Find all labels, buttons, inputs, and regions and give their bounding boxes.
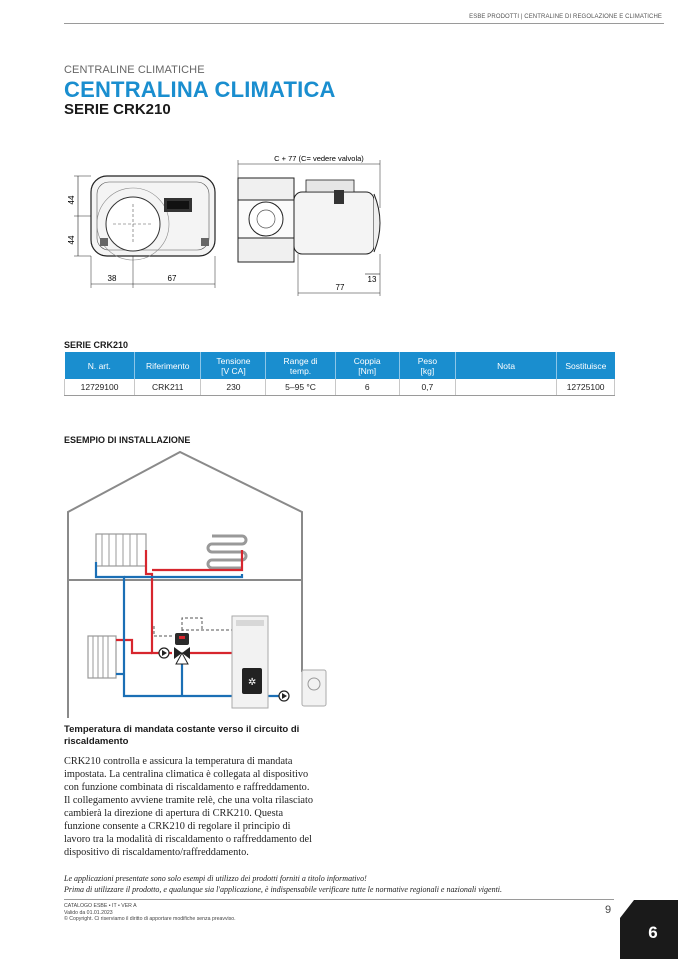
upper-radiator [96,534,146,566]
lower-radiator [88,636,116,678]
col-header-label: Coppia [Nm] [353,355,381,376]
heat-pump-unit [232,616,268,708]
col-header-label: Sostituisce [565,360,607,371]
page-title: CENTRALINA CLIMATICA [64,77,336,102]
table-cell: 5–95 °C [266,379,335,396]
mixing-valve [159,633,190,664]
col-header-replaces [557,352,615,379]
installation-diagram [62,450,344,720]
svg-text:✲: ✲ [248,677,257,688]
col-header-label: Tensione [V CA] [216,355,251,376]
col-header-label: Range di temp. [283,355,318,376]
body-line: cambierà la direzione di apertura di CRK210. Questa [64,808,284,819]
body-line: dispositivo di riscaldamento/raffreddamento. [64,847,249,858]
body-line: funzione consente a CRK210 di regolare il principio di [64,821,291,832]
installation-caption: Temperatura di mandata costante verso il circuito di riscaldamento [64,724,300,747]
outdoor-unit [302,670,326,706]
table-title: SERIE CRK210 [64,340,129,350]
body-line: Il collegamento avviene tramite relè, che una volta rilasciato [64,795,314,806]
table-row [65,379,615,396]
dim-67: 67 [167,274,177,283]
footer-info [64,903,236,923]
dim-44-bottom: 44 [67,235,76,245]
footer-line: Valido da 01.01.2023 [64,909,113,916]
table-cell: CRK211 [135,379,201,396]
upper-coil [208,536,246,568]
footer-line: CATALOGO ESBE • IT • VER A [64,903,137,909]
col-header-torque [335,352,399,379]
installation-body [64,755,364,859]
control-wires [154,618,232,636]
col-header-label: N. art. [87,360,111,371]
dim-c77: C + 77 (C= vedere valvola) [274,154,364,163]
dim-13: 13 [367,275,377,284]
table-cell [455,379,556,396]
front-view [67,176,215,288]
dim-44-top: 44 [67,195,76,205]
table-cell: 12725100 [557,379,615,396]
table-cell: 230 [201,379,266,396]
chapter-tab [620,900,678,959]
dim-38: 38 [107,274,117,283]
col-header-label: Peso [kg] [417,355,438,376]
body-line: CRK210 controlla e assicura la temperatura di mandata [64,756,293,767]
table-header-row [65,352,615,379]
col-header-temp [266,352,335,379]
circulation-pump [279,691,289,701]
table-cell: 0,7 [399,379,455,396]
footer-rule [64,899,614,900]
table-cell: 6 [335,379,399,396]
col-header-note [455,352,556,379]
chapter-number: 6 [648,923,658,942]
disclaimer [64,873,624,895]
col-header-voltage [201,352,266,379]
col-header-ref [135,352,201,379]
body-line: con funzione combinata di riscaldamento e raffreddamento. [64,782,310,793]
spec-table [64,352,615,396]
disclaimer-line: Le applicazioni presentate sono solo esempi di utilizzo dei prodotti forniti a titolo informativo! [64,874,367,883]
installation-title: ESEMPIO DI INSTALLAZIONE [64,435,191,445]
disclaimer-line: Prima di utilizzare il prodotto, e qualunque sia l'applicazione, è indispensabile verificare tutte le normative regionali e nazionali vigenti. [64,885,503,894]
table-cell: 12729100 [65,379,135,396]
dimension-drawing [60,148,400,298]
dim-77: 77 [335,283,345,292]
side-view [238,152,380,296]
body-line: impostata. La centralina climatica è collegata al dispositivo [64,769,309,780]
col-header-label: Nota [497,360,516,371]
col-header-weight [399,352,455,379]
page-subtitle: SERIE CRK210 [64,101,171,118]
col-header-label: Riferimento [146,360,190,371]
col-header-art [65,352,135,379]
page-category: CENTRALINE CLIMATICHE [64,64,205,76]
header-rule [64,23,664,24]
header-breadcrumb: ESBE PRODOTTI | CENTRALINE DI REGOLAZIONE E CLIMATICHE [469,14,662,20]
body-line: lavoro tra la modalità di riscaldamento o raffreddamento del [64,834,312,845]
page-number: 9 [605,904,612,916]
footer-line: © Copyright. Ci riserviamo il diritto di apportare modifiche senza preavviso. [64,916,236,922]
